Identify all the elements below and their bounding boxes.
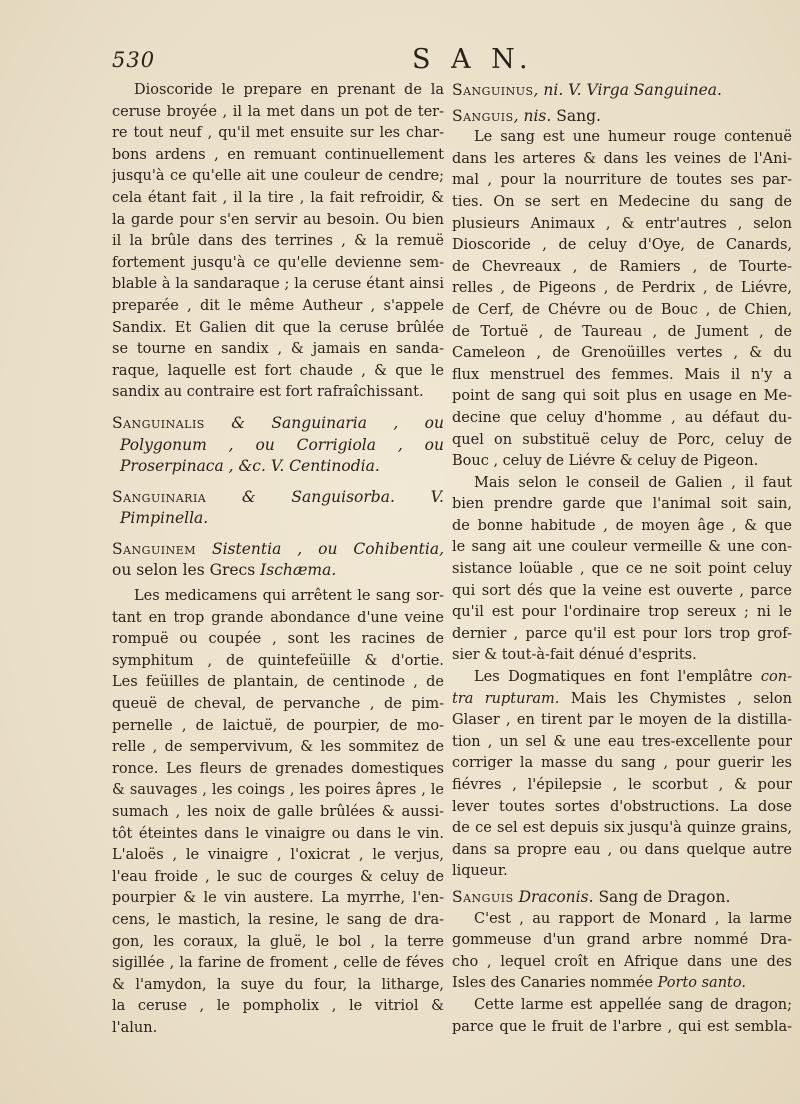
right-column [452,80,792,1038]
text-line: de Cerf, de Chévre ou de Bouc , de Chien, [452,301,792,318]
text-line: L'aloës , le vinaigre , l'oxicrat , le verjus, [112,847,444,864]
entry-line: Polygonum , ou Corrigiola , ou [120,435,444,454]
text-line: sistance loüable , que ce ne soit point celuy [452,561,792,578]
text-line: gon, les coraux, la gluë, le bol , la terre [112,933,444,950]
text-line: flux menstruel des femmes. Mais il n'y a [452,366,792,383]
text-line: Dioscoride le prepare en prenant de la [134,82,444,98]
text-line: ties. On se sert en Medecine du sang de [452,193,792,210]
text-line: Les medicamens qui arrêtent le sang sor- [134,588,444,605]
text-line: Isles des Canaries nommée Porto santo. [452,975,746,992]
text-line: gommeuse d'un grand arbre nommé Dra- [452,932,792,949]
text-line: le sang ait une couleur vermeille & une con- [452,539,792,556]
text-line: l'alun. [112,1019,158,1036]
text-line: corriger la masse du sang , pour guerir les [452,755,792,772]
text-line: cela étant fait , il la tire , la fait refroidir, & [112,189,444,206]
text-line: cho , lequel croît en Afrique dans une des [452,953,792,970]
text-line: tra rupturam. Mais les Chymistes , selon [452,690,792,707]
text-line: sigillée , la farine de froment , celle de féves [112,955,444,972]
text-line: pourpier & le vin austere. La myrrhe, l'en- [112,890,444,907]
text-line: de bonne habitude , de moyen âge , & que [452,517,792,534]
left-column [112,80,444,1040]
text-line: tôt éteintes dans le vinaigre ou dans le vin. [112,825,444,842]
text-line: de ce sel est depuis six jusqu'à quinze grains, [452,820,792,837]
text-line: Cette larme est appellée sang de dragon; [474,996,792,1013]
text-line: re tout neuf , qu'il met ensuite sur les char- [112,125,444,142]
text-line: qui sort dés que la veine est ouverte , parce [452,582,792,599]
text-line: raque, laquelle est fort chaude , & que le [112,362,444,379]
text-line: symphitum , de quintefeüille & d'ortie. [112,652,444,669]
text-line: Bouc , celuy de Liévre & celuy de Pigeon. [452,453,759,470]
text-line: tion , un sel & une eau tres-excellente pour [452,733,792,750]
headword: Sanguis [452,887,514,906]
running-head: S A N. [412,44,534,75]
headword: Sanguis [452,106,514,125]
text-line: Sandix. Et Galien dit que la ceruse brûlée [112,319,444,336]
text-line: plusieurs Animaux , & entr'autres , selon [452,215,792,232]
text-line: dernier , parce qu'il est pour lors trop grof- [452,625,792,642]
text-line: relles , de Pigeons , de Perdrix , de Liévre, [452,280,792,297]
text-line: Le sang est une humeur rouge contenuë [474,129,792,146]
text-line: ronce. Les fleurs de grenades domestiques [112,760,444,777]
text-line: dans sa propre eau , ou dans quelque autre [452,841,792,858]
text-line: Cameleon , de Grenoüilles vertes , & du [452,345,792,362]
entry-line: ou selon les Grecs Ischæma. [112,561,337,580]
text-line: jusqu'à ce qu'elle ait une couleur de cendre; [112,168,444,185]
text-line: & sauvages , les coings , les poires âpres , le [112,782,444,799]
text-line: fortement jusqu'à ce qu'elle devienne sem- [112,254,444,271]
text-line: l'eau froide , le suc de courges & celuy de [112,868,444,885]
text-line: preparée , dit le même Autheur , s'appele [112,297,444,314]
text-line: lever toutes sortes d'obstructions. La dose [452,798,792,815]
text-line: C'est , au rapport de Monard , la larme [474,910,792,927]
text-line: ceruse broyée , il la met dans un pot de ter- [112,103,444,120]
headword: Sanguinus [452,81,534,99]
text-line: dans les arteres & dans les veines de l'Ani- [452,150,792,167]
text-line: la garde pour s'en servir au besoin. Ou bien [112,211,444,228]
headword: Sanguinalis [112,413,205,432]
text-line: Les feüilles de plantain, de centinode , de [112,674,444,691]
entry-heading-sanguinem: Sanguinem Sistentia , ou Cohibentia, [112,539,444,558]
entry-heading-sanguinalis: Sanguinalis & Sanguinaria , ou [112,413,444,432]
text-line: queuë de cheval, de pervanche , de pim- [112,696,444,713]
text-line: Mais selon le conseil de Galien , il faut [474,474,792,491]
entry-line: Proserpinaca , &c. V. Centinodia. [120,457,380,476]
text-line: bien prendre garde que l'animal soit sain, [452,496,792,513]
text-line: la ceruse , le pompholix , le vitriol & [112,998,444,1015]
text-line: parce que le fruit de l'arbre , qui est sembla- [452,1018,792,1035]
text-line: quel on substituë celuy de Porc, celuy de [452,431,792,448]
text-line: tant en trop grande abondance d'une veine [112,609,444,626]
text-line: qu'il est pour l'ordinaire trop sereux ; ni le [452,604,792,621]
text-line: point de sang qui soit plus en usage en Me- [452,388,792,405]
entry-line: Pimpinella. [120,509,209,528]
text-line: fiévres , l'épilepsie , le scorbut , & pour [452,777,792,793]
text-line: il la brûle dans des terrines , & la remuë [112,233,444,250]
text-line: decine que celuy d'homme , au défaut du- [452,409,792,426]
text-line: Glaser , en tirent par le moyen de la distilla- [452,712,792,729]
entry-heading-sanguinaria: Sanguinaria & Sanguisorba. V. [112,487,444,506]
text-line: rompuë ou coupée , sont les racines de [112,631,444,648]
text-line: de Chevreaux , de Ramiers , de Tourte- [452,258,792,275]
text-line: mal , pour la nourriture de toutes ses par- [452,172,792,189]
text-line: bons ardens , en remuant continuellement [112,146,444,163]
text-line: relle , de sempervivum, & les sommitez de [112,739,444,756]
entry-heading-sanguis: Sanguis, nis. Sang. [452,106,601,125]
entry-heading-sanguinus: Sanguinus, ni. V. Virga Sanguinea. [452,81,722,99]
text-line: sumach , les noix de galle brûlées & aussi- [112,804,444,820]
text-line: blable à la sandaraque ; la ceruse étant ainsi [112,276,444,293]
text-line: pernelle , de laictuë, de pourpier, de mo- [112,717,444,734]
entry-heading-sanguis-draconis: Sanguis Draconis. Sang de Dragon. [452,887,731,906]
text-line: Dioscoride , de celuy d'Oye, de Canards, [452,237,792,254]
headword: Sanguinem [112,539,197,558]
page-number: 530 [112,48,156,72]
text-line: Les Dogmatiques en font l'emplâtre con- [474,669,792,686]
text-line: de Tortuë , de Taureau , de Jument , de [452,323,792,340]
text-line: sier & tout-à-fait dénué d'esprits. [452,647,697,664]
text-line: cens, le mastich, la resine, le sang de dra- [112,911,444,928]
text-line: & l'amydon, la suye du four, la litharge, [112,976,444,993]
text-line: liqueur. [452,863,508,880]
headword: Sanguinaria [112,487,207,506]
text-line: se tourne en sandix , & jamais en sanda- [112,341,444,358]
text-line: sandix au contraire est fort rafraîchissant. [112,384,424,401]
